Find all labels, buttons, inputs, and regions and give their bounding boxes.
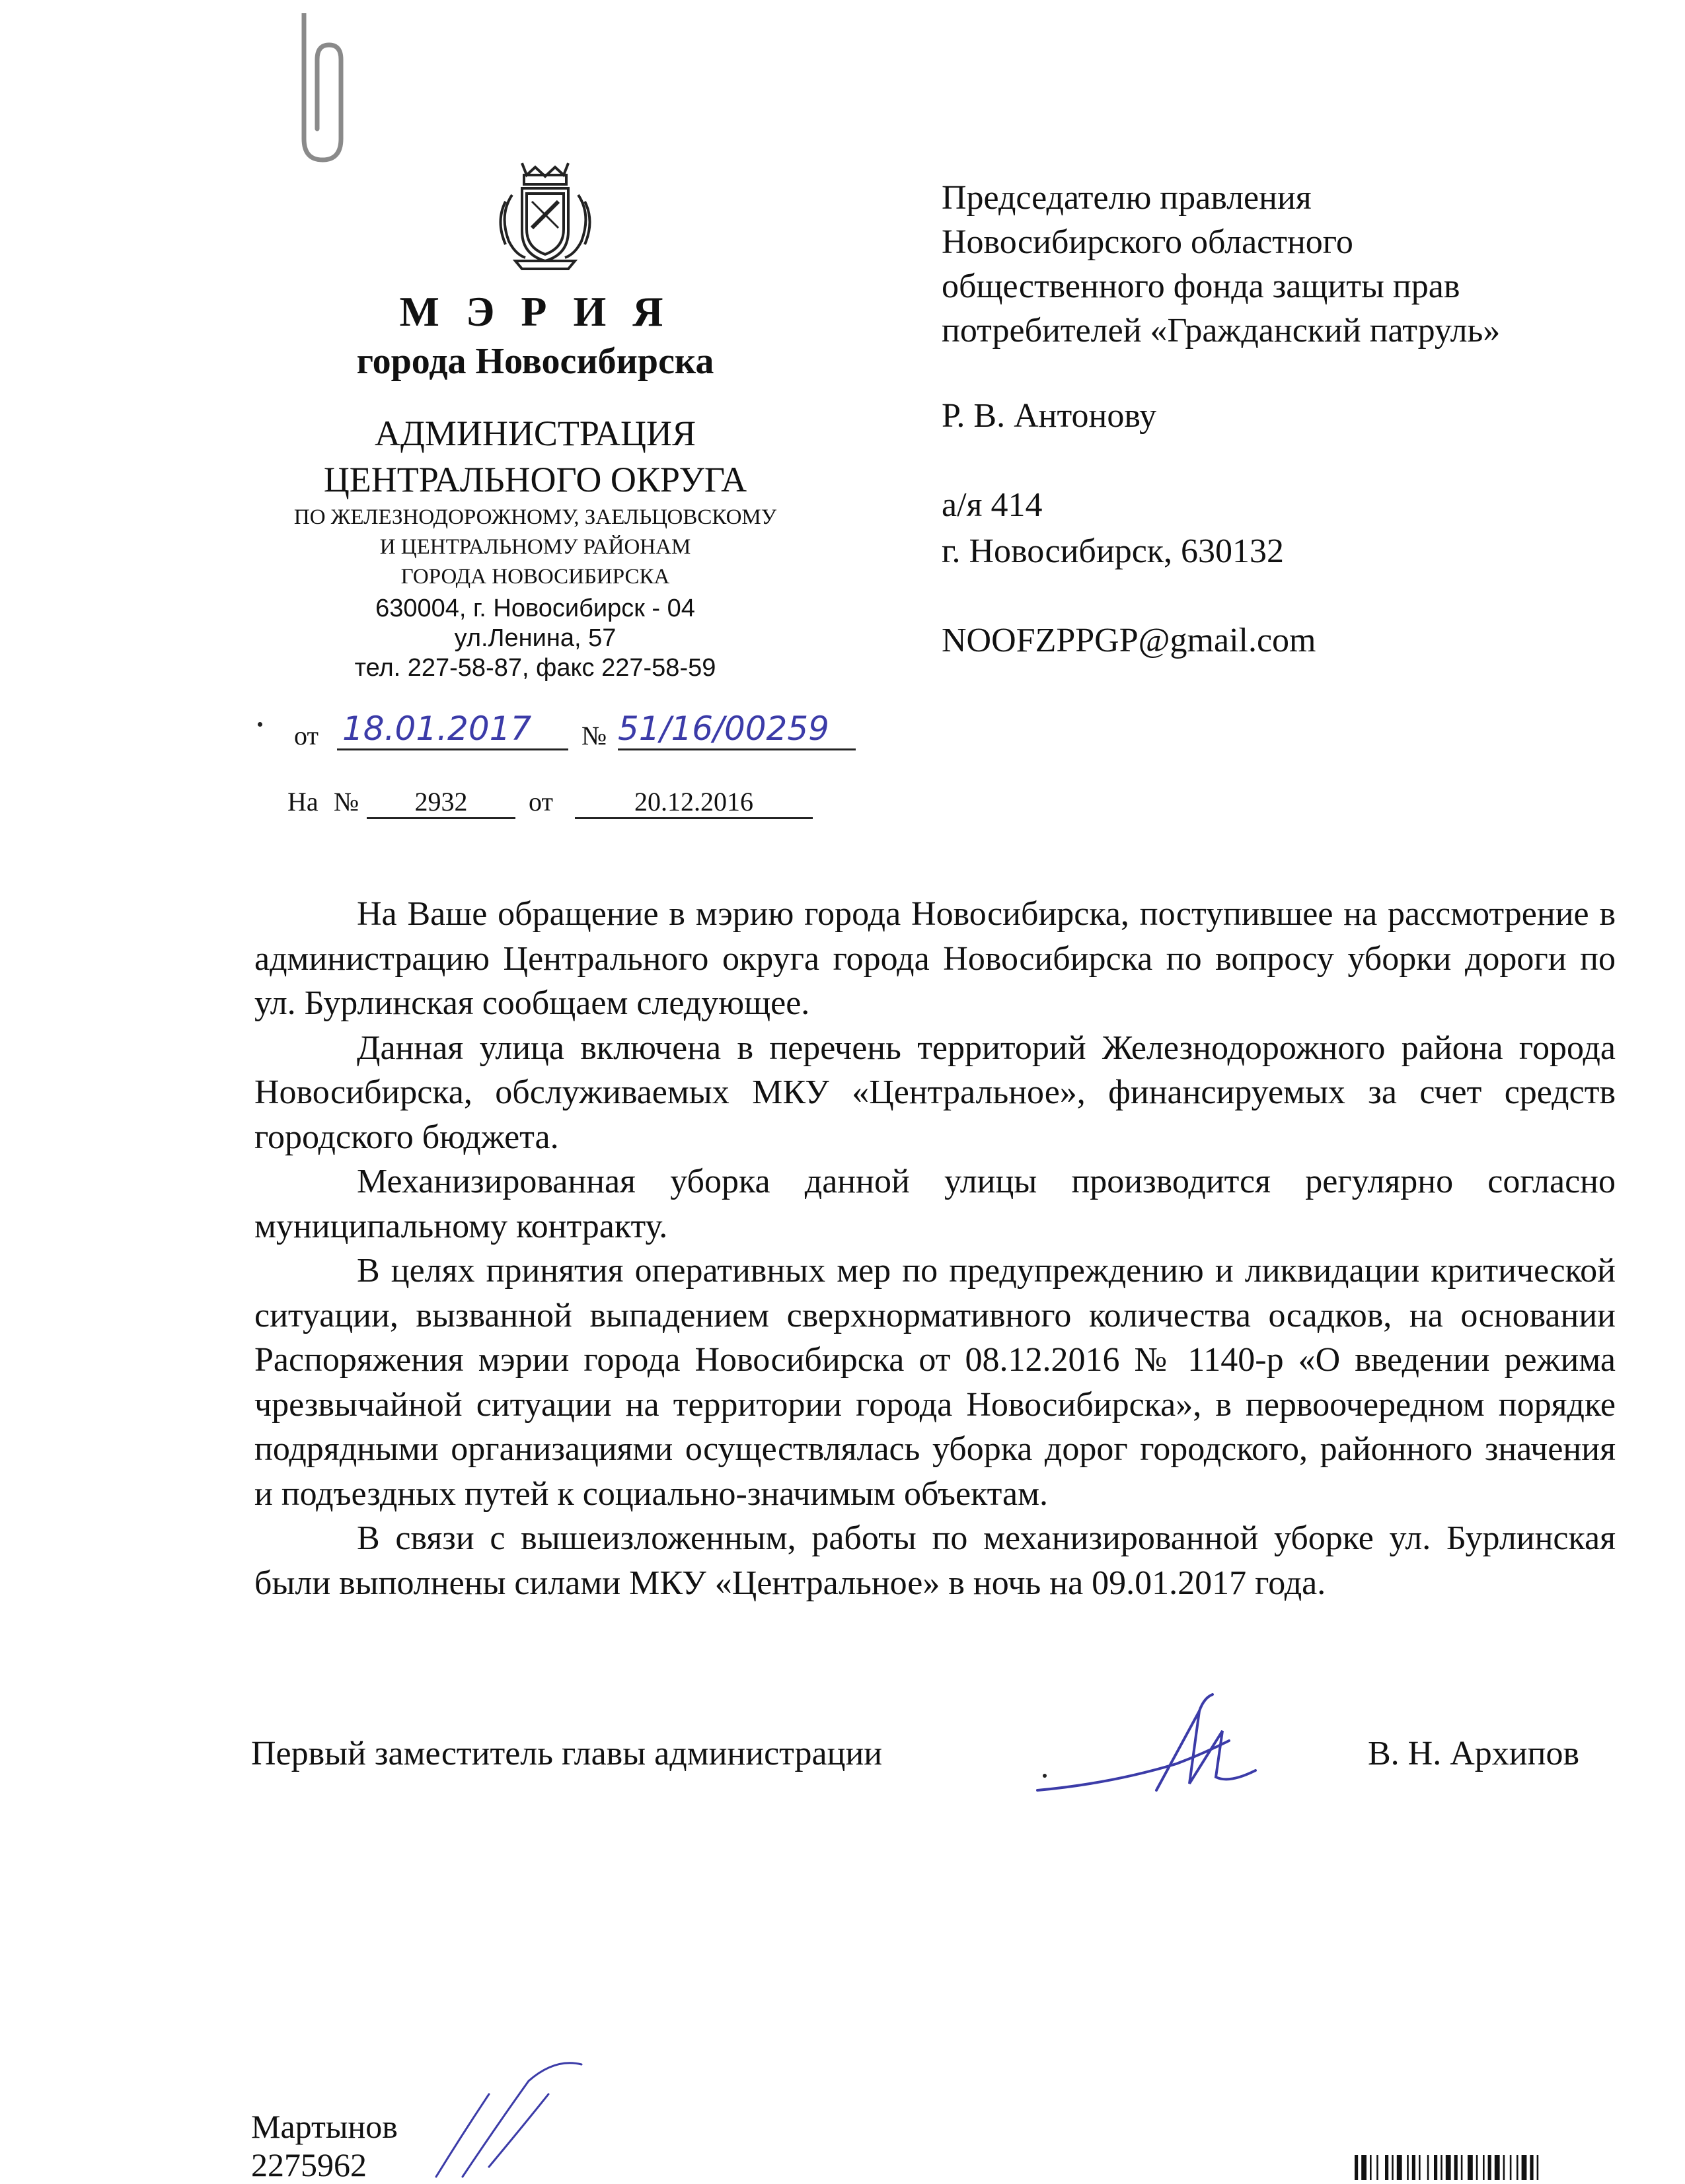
barcode-bar <box>1392 2155 1394 2180</box>
barcode-icon <box>1355 2155 1619 2180</box>
barcode-bar <box>1461 2155 1463 2180</box>
body-paragraph: На Ваше обращение в мэрию города Новосибирска, поступившее на рассмотрение в администрацию Центрального округа города Новосибирска по вопросу уборки дороги по ул. Бурлинская сообщаем следующее. <box>254 895 1616 1022</box>
reference-number: 2932 <box>367 786 515 819</box>
ink-dot <box>258 722 262 727</box>
barcode-bar <box>1376 2155 1378 2180</box>
body-paragraph: Механизированная уборка данной улицы производится регулярно согласно муниципальному контракту. <box>254 1163 1616 1245</box>
barcode-bar <box>1412 2155 1415 2180</box>
reference-label: На <box>287 787 318 817</box>
recipient-address: а/я 414 <box>942 486 1043 524</box>
outgoing-from-label: от <box>294 721 318 750</box>
barcode-bar <box>1476 2155 1478 2180</box>
barcode-bar <box>1495 2155 1500 2180</box>
recipient-line: Новосибирского областного <box>942 223 1353 261</box>
executor-signature <box>416 2055 628 2180</box>
sender-title: М Э Р И Я <box>399 288 671 335</box>
reference-from-label: от <box>529 787 553 817</box>
body-paragraph: В связи с вышеизложенным, работы по механизированной уборке ул. Бурлинская были выполнены силами МКУ «Центральное» в ночь на 09.01.2017 года. <box>254 1519 1616 1602</box>
barcode-bar <box>1516 2155 1518 2180</box>
barcode-bar <box>1454 2155 1458 2180</box>
barcode-bar <box>1530 2155 1533 2180</box>
sender-admin-line: ГОРОДА НОВОСИБИРСКА <box>400 565 670 589</box>
recipient-email: NOOFZPPGP@gmail.com <box>942 622 1316 659</box>
sender-admin-line: ЦЕНТРАЛЬНОГО ОКРУГА <box>323 460 747 499</box>
barcode-bar <box>1434 2155 1437 2180</box>
signatory-name: В. Н. Архипов <box>1368 1735 1579 1772</box>
outgoing-number-label: № <box>581 721 607 750</box>
barcode-bar <box>1385 2155 1388 2180</box>
novosibirsk-coat-of-arms-icon <box>486 155 605 271</box>
sender-street: ул.Ленина, 57 <box>454 624 617 652</box>
recipient-line: общественного фонда защиты прав <box>942 268 1460 305</box>
barcode-bar <box>1483 2155 1485 2180</box>
barcode-bar <box>1441 2155 1442 2180</box>
sender-admin-line: АДМИНИСТРАЦИЯ <box>375 414 696 453</box>
handwritten-signature <box>1031 1691 1269 1823</box>
reference-number-sign: № <box>334 787 359 817</box>
barcode-bar <box>1488 2155 1491 2180</box>
sender-admin-line: И ЦЕНТРАЛЬНОМУ РАЙОНАМ <box>379 535 691 559</box>
barcode-bar <box>1407 2155 1409 2180</box>
body-paragraph: Данная улица включена в перечень территорий Железнодорожного района города Новосибирска, обслуживаемых МКУ «Центральное», финансируемых за счет средств городского бюджета. <box>254 1029 1616 1156</box>
barcode-bar <box>1355 2155 1358 2180</box>
barcode-bar <box>1427 2155 1429 2180</box>
signatory-position: Первый заместитель главы администрации <box>251 1735 883 1772</box>
barcode-bar <box>1446 2155 1451 2180</box>
recipient-name: Р. В. Антонову <box>942 397 1157 435</box>
executor-name: Мартынов <box>251 2108 398 2145</box>
reference-date: 20.12.2016 <box>575 786 813 819</box>
recipient-line: Председателю правления <box>942 179 1312 217</box>
sender-city: города Новосибирска <box>356 341 714 382</box>
barcode-bar <box>1468 2155 1473 2180</box>
barcode-bar <box>1522 2155 1527 2180</box>
outgoing-date: 18.01.2017 <box>337 710 568 750</box>
sender-phone: тел. 227-58-87, факс 227-58-59 <box>354 654 716 682</box>
sender-admin-line: ПО ЖЕЛЕЗНОДОРОЖНОМУ, ЗАЕЛЬЦОВСКОМУ <box>293 505 777 529</box>
sender-address: 630004, г. Новосибирск - 04 <box>375 595 695 622</box>
barcode-bar <box>1503 2155 1505 2180</box>
recipient-line: потребителей «Гражданский патруль» <box>942 312 1501 349</box>
barcode-bar <box>1537 2155 1539 2180</box>
letter-body <box>254 892 1616 1605</box>
barcode-bar <box>1419 2155 1421 2180</box>
outgoing-number: 51/16/00259 <box>618 710 856 750</box>
barcode-bar <box>1361 2155 1367 2180</box>
barcode-bar <box>1370 2155 1372 2180</box>
body-paragraph: В целях принятия оперативных мер по предупреждению и ликвидации критической ситуации, вызванной выпадением сверхнормативного количества осадков, на основании Распоряжения мэрии города Новосибирска от 08.12.2016 № 1140-р «О введении режима чрезвычайной ситуации на территории города Новосибирска», в первоочередном порядке подрядными организациями осуществлялась уборка дорог городского, районного значения и подъездных путей к социально-значимым объектам. <box>254 1252 1616 1513</box>
executor-phone: 2275962 <box>251 2146 367 2183</box>
barcode-bar <box>1397 2155 1402 2180</box>
barcode-bar <box>1510 2155 1512 2180</box>
recipient-city: г. Новосибирск, 630132 <box>942 532 1285 570</box>
paperclip-icon <box>264 13 357 165</box>
